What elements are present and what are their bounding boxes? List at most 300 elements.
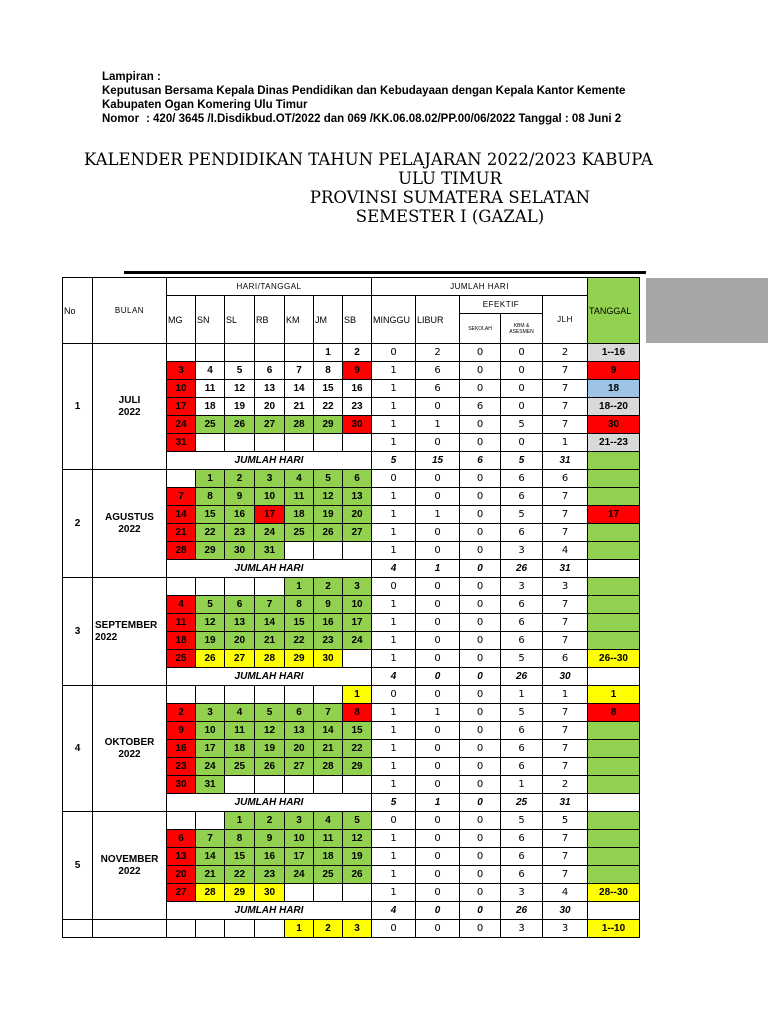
count-cell: 1: [372, 524, 416, 542]
day-cell: 21: [285, 398, 314, 416]
day-cell: 17: [285, 848, 314, 866]
calendar-table: [62, 277, 640, 938]
total-tanggal-cell: [588, 560, 640, 578]
count-cell: 0: [460, 416, 501, 434]
day-cell: 30: [255, 884, 285, 902]
count-cell: 1: [372, 632, 416, 650]
document-title: [80, 150, 768, 226]
day-cell: 14: [314, 722, 343, 740]
count-cell: 0: [372, 686, 416, 704]
count-cell: 1: [501, 776, 543, 794]
day-cell: 16: [167, 740, 196, 758]
day-cell: 20: [225, 632, 255, 650]
day-cell: [196, 578, 225, 596]
day-cell: 7: [285, 362, 314, 380]
day-cell: 23: [314, 632, 343, 650]
count-cell: 0: [416, 434, 460, 452]
count-cell: 0: [416, 578, 460, 596]
count-cell: 1: [372, 362, 416, 380]
day-cell: 26: [255, 758, 285, 776]
month-year: 2022: [118, 523, 141, 535]
day-cell: 30: [225, 542, 255, 560]
col-header-kbm: KBM & ASESMEN: [501, 314, 543, 344]
count-cell: 3: [501, 884, 543, 902]
day-cell: 29: [196, 542, 225, 560]
count-cell: 0: [460, 506, 501, 524]
day-cell: [196, 812, 225, 830]
count-cell: 0: [460, 524, 501, 542]
day-cell: 21: [314, 740, 343, 758]
col-header-efektif: EFEKTIF: [460, 296, 543, 314]
day-cell: 24: [285, 866, 314, 884]
day-cell: 22: [285, 632, 314, 650]
col-header-sl: SL: [225, 296, 255, 344]
month-number: 2: [63, 470, 93, 578]
day-cell: 13: [285, 722, 314, 740]
total-cell: 4: [372, 902, 416, 920]
tanggal-cell: [588, 488, 640, 506]
total-cell: 30: [543, 902, 588, 920]
week-row: [63, 812, 640, 830]
col-header-minggu: MINGGU: [372, 296, 416, 344]
tanggal-cell: [588, 578, 640, 596]
day-cell: 22: [196, 524, 225, 542]
tanggal-cell: 1--10: [588, 920, 640, 938]
tanggal-cell: [588, 866, 640, 884]
count-cell: 0: [460, 812, 501, 830]
day-cell: 11: [196, 380, 225, 398]
tanggal-cell: [588, 848, 640, 866]
count-cell: 0: [460, 866, 501, 884]
month-number: 4: [63, 686, 93, 812]
tanggal-cell: 8: [588, 704, 640, 722]
day-cell: 10: [167, 380, 196, 398]
day-cell: [196, 344, 225, 362]
day-cell: 19: [343, 848, 372, 866]
col-header-sb: SB: [343, 296, 372, 344]
tanggal-cell: [588, 632, 640, 650]
col-header-sn: SN: [196, 296, 225, 344]
lampiran-label: Lampiran :: [102, 71, 161, 83]
day-cell: [225, 920, 255, 938]
count-cell: 3: [501, 542, 543, 560]
month-year: 2022: [118, 865, 141, 877]
count-cell: 7: [543, 866, 588, 884]
count-cell: 0: [372, 344, 416, 362]
day-cell: 3: [255, 470, 285, 488]
col-header-tanggal: TANGGAL: [588, 278, 640, 344]
col-header-jumlah-hari: JUMLAH HARI: [372, 278, 588, 296]
day-cell: 11: [225, 722, 255, 740]
tanggal-cell: [588, 614, 640, 632]
month-name: AGUSTUS: [105, 511, 154, 523]
day-cell: [255, 344, 285, 362]
count-cell: 0: [460, 884, 501, 902]
day-cell: 26: [196, 650, 225, 668]
count-cell: 0: [501, 398, 543, 416]
count-cell: 0: [460, 758, 501, 776]
total-cell: 0: [416, 668, 460, 686]
day-cell: 18: [167, 632, 196, 650]
day-cell: 6: [285, 704, 314, 722]
count-cell: 3: [543, 920, 588, 938]
count-cell: 3: [501, 920, 543, 938]
count-cell: 0: [460, 614, 501, 632]
day-cell: [343, 884, 372, 902]
month-year: 2022: [118, 748, 141, 760]
count-cell: 0: [460, 578, 501, 596]
count-cell: 0: [416, 776, 460, 794]
tanggal-cell: 30: [588, 416, 640, 434]
day-cell: 9: [343, 362, 372, 380]
day-cell: [225, 344, 255, 362]
header-regency-line: Kabupaten Ogan Komering Ulu Timur: [102, 99, 308, 111]
tanggal-cell: [588, 830, 640, 848]
day-cell: 17: [255, 506, 285, 524]
count-cell: 7: [543, 632, 588, 650]
total-cell: 4: [372, 560, 416, 578]
total-cell: 6: [460, 452, 501, 470]
day-cell: [167, 470, 196, 488]
count-cell: 0: [460, 362, 501, 380]
day-cell: 1: [225, 812, 255, 830]
count-cell: 0: [460, 632, 501, 650]
day-cell: 24: [343, 632, 372, 650]
count-cell: 3: [543, 578, 588, 596]
day-cell: [285, 776, 314, 794]
day-cell: [196, 920, 225, 938]
day-cell: [285, 686, 314, 704]
tanggal-cell: [588, 542, 640, 560]
total-cell: 0: [460, 668, 501, 686]
day-cell: 31: [196, 776, 225, 794]
count-cell: 0: [416, 920, 460, 938]
day-cell: 17: [167, 398, 196, 416]
col-header-jlh: JLH: [543, 296, 588, 344]
day-cell: 3: [167, 362, 196, 380]
count-cell: 1: [372, 830, 416, 848]
day-cell: [196, 686, 225, 704]
count-cell: 0: [416, 524, 460, 542]
day-cell: 24: [255, 524, 285, 542]
day-cell: 27: [167, 884, 196, 902]
day-cell: 15: [343, 722, 372, 740]
day-cell: 7: [255, 596, 285, 614]
count-cell: 0: [416, 650, 460, 668]
col-header-libur: LIBUR: [416, 296, 460, 344]
count-cell: 0: [460, 488, 501, 506]
count-cell: 0: [416, 596, 460, 614]
day-cell: 2: [225, 470, 255, 488]
total-cell: 0: [416, 902, 460, 920]
col-header-km: KM: [285, 296, 314, 344]
title-line-2: ULU TIMUR: [398, 169, 502, 188]
day-cell: 12: [343, 830, 372, 848]
day-cell: 24: [167, 416, 196, 434]
table-top-border: [124, 271, 646, 274]
day-cell: 3: [343, 920, 372, 938]
day-cell: 27: [285, 758, 314, 776]
tanggal-cell: [588, 524, 640, 542]
col-header-bulan: BULAN: [93, 278, 167, 344]
month-name-partial: [93, 920, 167, 938]
day-cell: 3: [285, 812, 314, 830]
total-cell: 0: [460, 902, 501, 920]
count-cell: 7: [543, 704, 588, 722]
day-cell: 13: [255, 380, 285, 398]
count-cell: 0: [416, 740, 460, 758]
day-cell: 10: [196, 722, 225, 740]
day-cell: 23: [255, 866, 285, 884]
day-cell: 14: [255, 614, 285, 632]
count-cell: 0: [416, 830, 460, 848]
day-cell: 9: [225, 488, 255, 506]
count-cell: 7: [543, 488, 588, 506]
day-cell: 10: [343, 596, 372, 614]
day-cell: 15: [285, 614, 314, 632]
day-cell: [285, 434, 314, 452]
col-header-hari-tanggal: HARI/TANGGAL: [167, 278, 372, 296]
day-cell: [343, 542, 372, 560]
day-cell: 27: [255, 416, 285, 434]
day-cell: 18: [196, 398, 225, 416]
day-cell: [285, 884, 314, 902]
count-cell: 0: [416, 848, 460, 866]
day-cell: [167, 344, 196, 362]
day-cell: [255, 578, 285, 596]
month-number-partial: [63, 920, 93, 938]
day-cell: 12: [196, 614, 225, 632]
count-cell: 4: [543, 884, 588, 902]
tanggal-cell: 21--23: [588, 434, 640, 452]
tanggal-cell: 9: [588, 362, 640, 380]
day-cell: 9: [167, 722, 196, 740]
count-cell: 6: [501, 830, 543, 848]
tanggal-cell: 17: [588, 506, 640, 524]
jumlah-hari-label: JUMLAH HARI: [167, 560, 372, 578]
month-name: OKTOBER: [104, 736, 155, 748]
count-cell: 1: [372, 542, 416, 560]
day-cell: 25: [167, 650, 196, 668]
count-cell: 1: [372, 650, 416, 668]
day-cell: 27: [343, 524, 372, 542]
count-cell: 0: [372, 578, 416, 596]
day-cell: [314, 434, 343, 452]
day-cell: 4: [314, 812, 343, 830]
count-cell: 0: [460, 686, 501, 704]
count-cell: 0: [372, 920, 416, 938]
day-cell: 1: [343, 686, 372, 704]
count-cell: 0: [460, 380, 501, 398]
header-decree-line: Keputusan Bersama Kepala Dinas Pendidikan dan Kebudayaan dengan Kepala Kantor Kemente: [102, 85, 626, 97]
count-cell: 6: [460, 398, 501, 416]
tanggal-cell: [588, 722, 640, 740]
day-cell: 19: [314, 506, 343, 524]
day-cell: [225, 776, 255, 794]
month-number: 1: [63, 344, 93, 470]
day-cell: 23: [225, 524, 255, 542]
day-cell: 30: [167, 776, 196, 794]
count-cell: 0: [460, 542, 501, 560]
count-cell: 1: [372, 488, 416, 506]
day-cell: 1: [196, 470, 225, 488]
day-cell: 28: [167, 542, 196, 560]
count-cell: 0: [460, 776, 501, 794]
total-cell: 31: [543, 560, 588, 578]
day-cell: 18: [285, 506, 314, 524]
day-cell: 21: [196, 866, 225, 884]
day-cell: 11: [167, 614, 196, 632]
tanggal-cell: [588, 596, 640, 614]
jumlah-hari-label: JUMLAH HARI: [167, 794, 372, 812]
document-header: [102, 70, 768, 126]
count-cell: 5: [543, 812, 588, 830]
day-cell: [255, 434, 285, 452]
count-cell: 4: [543, 542, 588, 560]
day-cell: 18: [225, 740, 255, 758]
count-cell: 1: [372, 416, 416, 434]
month-name-cell: [93, 578, 167, 686]
count-cell: 6: [501, 524, 543, 542]
day-cell: 16: [343, 380, 372, 398]
jumlah-hari-label: JUMLAH HARI: [167, 902, 372, 920]
day-cell: 14: [167, 506, 196, 524]
day-cell: 2: [314, 920, 343, 938]
month-name: NOVEMBER: [100, 853, 159, 865]
title-line-1: KALENDER PENDIDIKAN TAHUN PELAJARAN 2022/2023 KABUPA: [84, 150, 653, 169]
month-name: JULI: [118, 394, 141, 406]
day-cell: 3: [196, 704, 225, 722]
day-cell: 1: [285, 920, 314, 938]
partial-week-row: [63, 920, 640, 938]
count-cell: 0: [416, 884, 460, 902]
total-cell: 25: [501, 794, 543, 812]
day-cell: 16: [225, 506, 255, 524]
day-cell: 9: [255, 830, 285, 848]
day-cell: 25: [314, 866, 343, 884]
total-cell: 31: [543, 794, 588, 812]
count-cell: 0: [372, 812, 416, 830]
count-cell: 1: [372, 776, 416, 794]
day-cell: 16: [255, 848, 285, 866]
count-cell: 1: [543, 686, 588, 704]
day-cell: [314, 776, 343, 794]
total-cell: 0: [460, 560, 501, 578]
day-cell: 1: [314, 344, 343, 362]
day-cell: 26: [225, 416, 255, 434]
day-cell: 21: [255, 632, 285, 650]
total-tanggal-cell: [588, 902, 640, 920]
day-cell: 8: [343, 704, 372, 722]
count-cell: 7: [543, 722, 588, 740]
day-cell: 29: [314, 416, 343, 434]
header-nomor-line: [102, 112, 768, 126]
day-cell: 19: [196, 632, 225, 650]
day-cell: [225, 578, 255, 596]
count-cell: 0: [416, 470, 460, 488]
day-cell: [167, 920, 196, 938]
day-cell: 4: [285, 470, 314, 488]
count-cell: 0: [460, 344, 501, 362]
total-cell: 26: [501, 560, 543, 578]
count-cell: 6: [501, 470, 543, 488]
day-cell: 17: [343, 614, 372, 632]
day-cell: 2: [343, 344, 372, 362]
day-cell: 7: [314, 704, 343, 722]
count-cell: 2: [543, 776, 588, 794]
day-cell: 16: [314, 614, 343, 632]
title-line-4: SEMESTER I (GAZAL): [355, 207, 545, 226]
day-cell: 20: [167, 866, 196, 884]
count-cell: 7: [543, 380, 588, 398]
count-cell: 0: [372, 470, 416, 488]
day-cell: 28: [255, 650, 285, 668]
jumlah-hari-label: JUMLAH HARI: [167, 668, 372, 686]
count-cell: 1: [372, 596, 416, 614]
count-cell: 6: [501, 848, 543, 866]
count-cell: 0: [460, 830, 501, 848]
day-cell: [167, 686, 196, 704]
day-cell: [314, 542, 343, 560]
count-cell: 6: [501, 740, 543, 758]
day-cell: 15: [314, 380, 343, 398]
count-cell: 6: [543, 650, 588, 668]
count-cell: 7: [543, 416, 588, 434]
tanggal-cell: [588, 812, 640, 830]
day-cell: [255, 776, 285, 794]
day-cell: 2: [255, 812, 285, 830]
count-cell: 0: [460, 434, 501, 452]
count-cell: 6: [416, 380, 460, 398]
day-cell: 4: [196, 362, 225, 380]
day-cell: 23: [343, 398, 372, 416]
count-cell: 1: [372, 398, 416, 416]
count-cell: 0: [416, 488, 460, 506]
week-row: [63, 578, 640, 596]
tanggal-cell: 18: [588, 380, 640, 398]
day-cell: 20: [255, 398, 285, 416]
day-cell: [225, 686, 255, 704]
month-name: SEPTEMBER: [95, 619, 158, 631]
count-cell: 0: [416, 686, 460, 704]
col-header-mg: MG: [167, 296, 196, 344]
day-cell: 4: [225, 704, 255, 722]
count-cell: 0: [460, 920, 501, 938]
total-cell: 26: [501, 668, 543, 686]
count-cell: 7: [543, 596, 588, 614]
nomor-label: Nomor: [102, 113, 140, 125]
day-cell: 30: [343, 416, 372, 434]
day-cell: 15: [196, 506, 225, 524]
count-cell: 1: [416, 416, 460, 434]
day-cell: 23: [167, 758, 196, 776]
day-cell: 27: [225, 650, 255, 668]
day-cell: 18: [314, 848, 343, 866]
count-cell: 0: [416, 632, 460, 650]
day-cell: [314, 884, 343, 902]
day-cell: 14: [196, 848, 225, 866]
day-cell: 2: [167, 704, 196, 722]
month-number: 3: [63, 578, 93, 686]
day-cell: [285, 542, 314, 560]
day-cell: [255, 686, 285, 704]
day-cell: 19: [225, 398, 255, 416]
tanggal-cell: [588, 758, 640, 776]
count-cell: 1: [372, 722, 416, 740]
month-year: 2022: [95, 631, 118, 643]
day-cell: 26: [343, 866, 372, 884]
count-cell: 6: [543, 470, 588, 488]
